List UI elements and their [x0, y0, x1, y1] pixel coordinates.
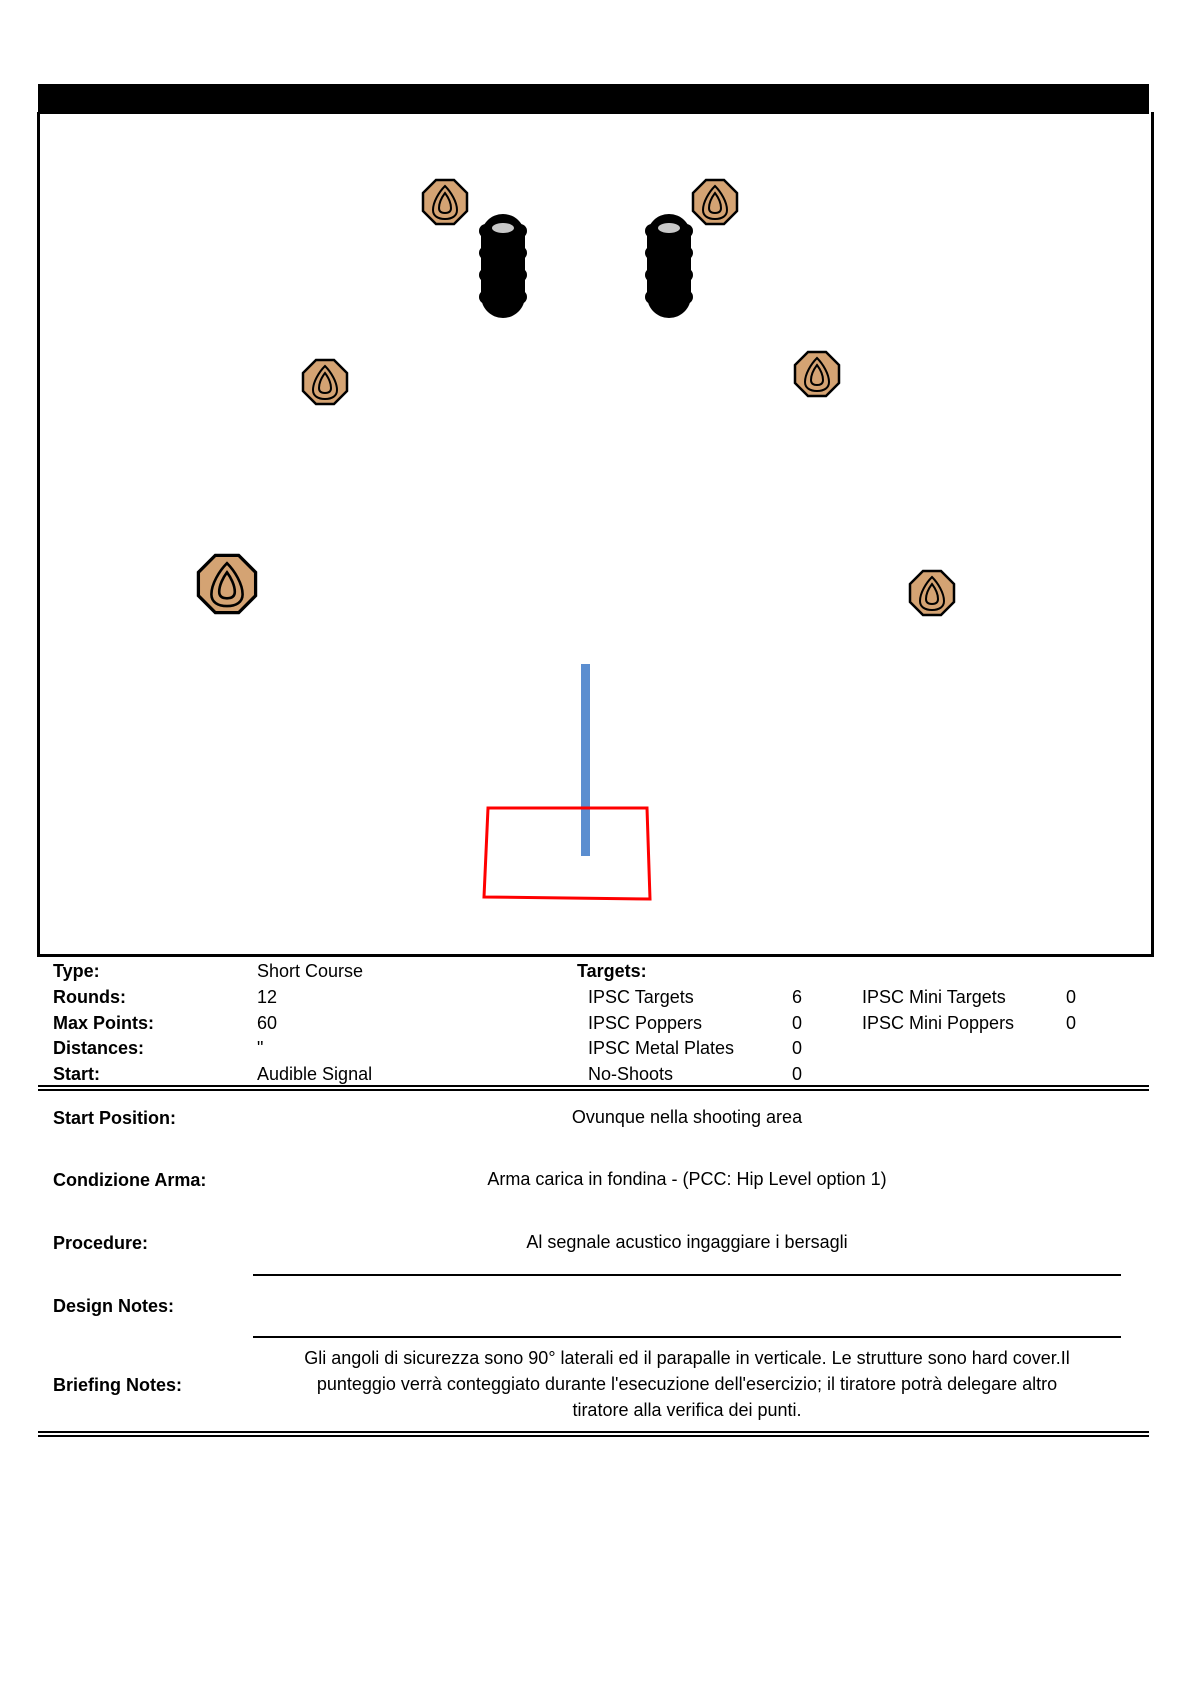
ipsc-target-icon: [693, 180, 737, 224]
condition-label: Condizione Arma:: [53, 1170, 207, 1190]
start-position-label: Start Position:: [53, 1108, 177, 1128]
distances-label: Distances:: [53, 1038, 145, 1058]
procedure-label: Procedure:: [53, 1233, 149, 1253]
section-divider: [38, 1085, 1149, 1091]
rounds-label: Rounds:: [53, 987, 126, 1007]
target-count: 0: [792, 1038, 803, 1058]
target-name: No-Shoots: [588, 1064, 674, 1084]
max-points-label: Max Points:: [53, 1013, 155, 1033]
type-value: Short Course: [257, 961, 364, 981]
mini-target-count: 0: [1066, 1013, 1077, 1033]
target-count: 0: [792, 1013, 803, 1033]
design-notes-label: Design Notes:: [53, 1296, 175, 1316]
target-count: 6: [792, 987, 803, 1007]
ipsc-target-icon: [198, 555, 255, 612]
stage-diagram: [37, 112, 1154, 957]
procedure-value: Al segnale acustico ingaggiare i bersagli: [526, 1232, 848, 1252]
briefing-line: tiratore alla verifica dei punti.: [572, 1400, 802, 1420]
rounds-value: 12: [257, 987, 278, 1007]
start-value: Audible Signal: [257, 1064, 373, 1084]
footer-divider: [38, 1431, 1149, 1437]
ipsc-target-icon: [423, 180, 467, 224]
type-label: Type:: [53, 961, 100, 981]
target-name: IPSC Metal Plates: [588, 1038, 735, 1058]
barrel-stack-icon: [645, 214, 693, 318]
target-name: IPSC Targets: [588, 987, 694, 1007]
briefing-label: Briefing Notes:: [53, 1375, 183, 1395]
targets-title: Targets:: [577, 961, 647, 981]
ipsc-target-icon: [303, 360, 347, 404]
design-notes-underline: [253, 1336, 1121, 1338]
start-position-value: Ovunque nella shooting area: [571, 1107, 803, 1127]
procedure-underline: [253, 1274, 1121, 1276]
ipsc-target-icon: [910, 571, 954, 615]
mini-target-name: IPSC Mini Poppers: [862, 1013, 1015, 1033]
barrel-stack-icon: [479, 214, 527, 318]
target-name: IPSC Poppers: [588, 1013, 703, 1033]
max-points-value: 60: [257, 1013, 278, 1033]
mini-target-count: 0: [1066, 987, 1077, 1007]
stage-drawing: [40, 112, 1151, 954]
target-count: 0: [792, 1064, 803, 1084]
start-label: Start:: [53, 1064, 101, 1084]
fault-line: [581, 664, 590, 856]
shooting-box: [484, 808, 650, 899]
briefing-line: punteggio verrà conteggiato durante l'esecuzione dell'esercizio; il tiratore potrà delegare altro: [316, 1374, 1058, 1394]
condition-value: Arma carica in fondina - (PCC: Hip Level option 1): [487, 1169, 887, 1189]
mini-target-name: IPSC Mini Targets: [862, 987, 1006, 1007]
stage-header-bar: [38, 84, 1149, 114]
briefing-line: Gli angoli di sicurezza sono 90° laterali ed il parapalle in verticale. Le strutture sono hard cover.Il: [304, 1348, 1070, 1368]
ipsc-target-icon: [795, 352, 839, 396]
distances-value: ": [257, 1038, 264, 1058]
